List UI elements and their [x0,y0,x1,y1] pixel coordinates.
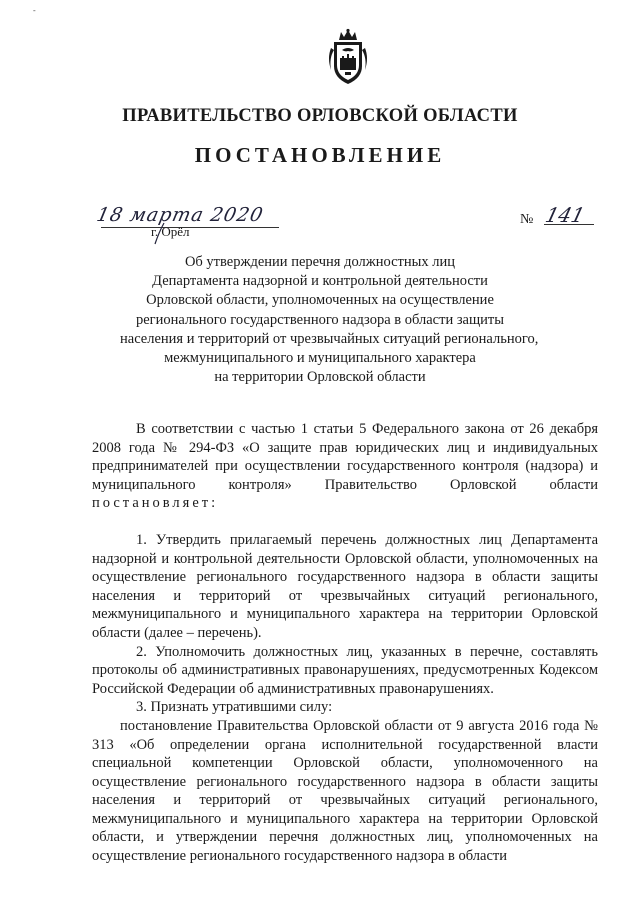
preamble-paragraph [92,420,598,513]
document-number-field [520,203,610,231]
item-3: 3. Признать утратившими силу: [136,699,333,716]
subject-line: на территории Орловской области [214,369,426,386]
ink-stroke [150,222,168,246]
item-2: 2. Уполномочить должностных лиц, указанных в перечне, составлять протоколы об административных правонарушениях, предусмотренных Кодексом Российской Федерации об административных правонарушениях. [92,643,598,697]
document-subject [120,253,539,387]
coat-of-arms-icon [325,28,371,86]
corner-mark: - [33,6,36,15]
subject-line: Департамента надзорной и контрольной деятельности [152,273,488,290]
handwritten-number: 141 [543,203,588,227]
decree-word: постановляет: [92,495,219,512]
date-underline [101,227,279,228]
city-label: г. Орёл [151,224,190,239]
government-title: ПРАВИТЕЛЬСТВО ОРЛОВСКОЙ ОБЛАСТИ [122,106,518,126]
subject-line: межмуниципального и муниципального характера [164,350,476,367]
paragraph-gap [92,513,598,531]
number-sign: № [520,212,534,227]
preamble-text: В соответствии с частью 1 статьи 5 Федерального закона от 26 декабря 2008 года № 294-ФЗ «О защите прав юридических лиц и индивидуальных предпринимателей при осуществлении государственного контроля (надзора) и муниципального контроля» Правительство Орловской области [92,421,598,493]
subject-line: регионального государственного надзора в области защиты [135,311,504,328]
number-underline [544,224,594,225]
item-3-text: постановление Правительства Орловской области от 9 августа 2016 года № 313 «Об определении органа исполнительной государственной власти специальной компетенции Орловской области, уполномоченного на осуществление регионального государственного надзора в области защиты населения и территорий от чрезвычайных ситуаций регионального, межмуниципального и муниципального характера на территории Орловской области, и утверждении перечня должностных лиц, уполномоченных на осуществление регионального государственного надзора в области [92,717,598,865]
item-1: 1. Утвердить прилагаемый перечень должностных лиц Департамента надзорной и контрольной деятельности Орловской области, уполномоченных на осуществление регионального государственного надзора в области защиты населения и территорий от чрезвычайных ситуаций регионального, межмуниципального и муниципального характера на территории Орловской области (далее – перечень). [92,531,598,641]
document-type: ПОСТАНОВЛЕНИЕ [194,143,446,167]
document-body [92,420,598,866]
date-field [94,204,287,238]
subject-line: Орловской области, уполномоченных на осуществление [146,292,494,309]
subject-line: Об утверждении перечня должностных лиц [184,254,456,270]
handwritten-date: 18 марта 2020 [94,204,266,226]
subject-line: населения и территорий от чрезвычайных ситуаций регионального, [120,330,539,347]
